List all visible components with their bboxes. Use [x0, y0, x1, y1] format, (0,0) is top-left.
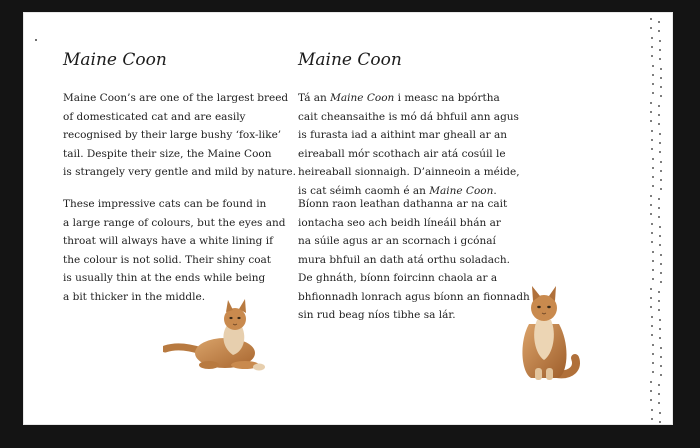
- text-line: na súile agus ar an scornach i gcónaí: [298, 235, 496, 247]
- perforation-mark: [660, 272, 662, 274]
- perforation-mark: [659, 226, 661, 228]
- perforation-mark: [650, 195, 652, 197]
- perforation-mark: [658, 216, 660, 218]
- perforation-mark: [659, 133, 661, 135]
- irish-paragraph-1: [298, 89, 520, 200]
- perforation-mark: [658, 105, 660, 107]
- perforation-mark: [658, 309, 660, 311]
- text-line: is furasta iad a aithint mar gheall ar an: [298, 129, 507, 141]
- perforation-mark: [652, 344, 654, 346]
- perforation-mark: [658, 198, 660, 200]
- perforation-mark: [652, 251, 654, 253]
- perforation-mark: [651, 418, 653, 420]
- perforation-mark: [658, 291, 660, 293]
- stamp-booklet-page: [23, 12, 673, 425]
- perforation-mark: [659, 421, 661, 423]
- perforation-mark: [660, 356, 662, 358]
- perforation-mark: [652, 92, 654, 94]
- sitting-cat-illustration: [513, 284, 581, 384]
- perforation-mark: [652, 353, 654, 355]
- perforation-mark: [660, 374, 662, 376]
- perforation-mark: [659, 49, 661, 51]
- perforation-mark: [651, 325, 653, 327]
- text-line: bhfionnadh lonrach agus bíonn an fionnadh: [298, 290, 530, 303]
- perforation-mark: [658, 300, 660, 302]
- perforation-mark: [650, 27, 652, 29]
- perforation-mark: [650, 297, 652, 299]
- irish-title: Maine Coon: [298, 50, 402, 70]
- perforation-mark: [650, 102, 652, 104]
- perforation-mark: [652, 65, 654, 67]
- perforation-mark: [660, 263, 662, 265]
- perforation-mark: [651, 409, 653, 411]
- perforation-mark: [650, 213, 652, 215]
- text-line: cait cheansaithe is mó dá bhfuil ann agus: [298, 110, 519, 123]
- perforation-mark: [658, 114, 660, 116]
- perforation-edge: [643, 12, 673, 425]
- text-line: De ghnáth, bíonn foircinn chaola ar a: [298, 272, 498, 284]
- perforation-mark: [652, 185, 654, 187]
- perforation-mark: [650, 111, 652, 113]
- perforation-mark: [658, 393, 660, 395]
- text-line: Bíonn raon leathan dathanna ar na cait: [298, 198, 508, 210]
- perforation-mark: [660, 347, 662, 349]
- text-line: Tá an Maine Coon i measc na bpórtha: [298, 92, 500, 104]
- perforation-mark: [650, 390, 652, 392]
- perforation-mark: [651, 316, 653, 318]
- text-line: heireaball sionnaigh. D’ainneoin a méide,: [298, 166, 520, 178]
- perforation-mark: [658, 30, 660, 32]
- perforation-mark: [658, 21, 660, 23]
- perforation-mark: [652, 167, 654, 169]
- irish-paragraph-2: [298, 195, 530, 325]
- perforation-mark: [659, 40, 661, 42]
- breed-name-italic: Maine Coon: [330, 92, 395, 104]
- perforation-mark: [652, 83, 654, 85]
- text-line: These impressive cats can be found in: [63, 198, 267, 210]
- text-line: Maine Coon’s are one of the largest breed: [63, 92, 289, 104]
- text-line: eireaball mór scothach air atá cosúil le: [298, 147, 506, 160]
- perforation-mark: [660, 179, 662, 181]
- perforation-mark: [659, 58, 661, 60]
- perforation-mark: [650, 288, 652, 290]
- text-line: a bit thicker in the middle.: [63, 290, 206, 303]
- perforation-mark: [650, 204, 652, 206]
- perforation-mark: [659, 235, 661, 237]
- perforation-mark: [651, 148, 653, 150]
- text-line: is usually thin at the ends while being: [63, 272, 266, 284]
- perforation-mark: [651, 232, 653, 234]
- text-line: recognised by their large bushy ‘fox-like’: [63, 129, 282, 141]
- perforation-mark: [652, 260, 654, 262]
- perforation-mark: [651, 223, 653, 225]
- text-line: of domesticated cat and are easily: [63, 110, 246, 123]
- perforation-mark: [659, 142, 661, 144]
- perforation-mark: [651, 46, 653, 48]
- perforation-mark: [659, 337, 661, 339]
- perforation-mark: [650, 381, 652, 383]
- text-line: the colour is not solid. Their shiny coat: [63, 253, 272, 266]
- perforation-mark: [651, 334, 653, 336]
- perforation-mark: [660, 77, 662, 79]
- perforation-mark: [658, 123, 660, 125]
- perforation-mark: [651, 130, 653, 132]
- perforation-mark: [659, 244, 661, 246]
- lying-cat-illustration: [163, 297, 271, 377]
- text-line: is cat séimh caomh é an Maine Coon.: [298, 184, 497, 197]
- breed-name-italic: Maine Coon: [429, 184, 494, 197]
- perforation-mark: [652, 362, 654, 364]
- perforation-mark: [650, 18, 652, 20]
- perforation-mark: [658, 207, 660, 209]
- perforation-mark: [651, 55, 653, 57]
- perforation-mark: [652, 269, 654, 271]
- perforation-mark: [660, 68, 662, 70]
- text-line: mura bhfuil an dath atá orthu soladach.: [298, 253, 510, 266]
- perforation-mark: [660, 365, 662, 367]
- perforation-mark: [660, 254, 662, 256]
- perforation-mark: [660, 188, 662, 190]
- perforation-mark: [660, 281, 662, 283]
- perforation-mark: [652, 158, 654, 160]
- text-line: tail. Despite their size, the Maine Coon: [63, 147, 272, 160]
- perforation-mark: [650, 399, 652, 401]
- perforation-mark: [651, 139, 653, 141]
- perforation-mark: [652, 371, 654, 373]
- perforation-mark: [651, 37, 653, 39]
- perforation-mark: [658, 384, 660, 386]
- english-title: Maine Coon: [63, 50, 167, 70]
- perforation-mark: [660, 170, 662, 172]
- perforation-mark: [660, 161, 662, 163]
- english-paragraph-1: [63, 89, 296, 182]
- perforation-mark: [651, 241, 653, 243]
- text-line: iontacha seo ach beidh líneáil bhán ar: [298, 216, 501, 229]
- english-paragraph-2: [63, 195, 286, 306]
- perforation-mark: [650, 120, 652, 122]
- perforation-mark: [659, 412, 661, 414]
- print-dot: [35, 39, 37, 41]
- perforation-mark: [652, 176, 654, 178]
- text-line: throat will always have a white lining if: [63, 235, 273, 247]
- irish-column: [298, 12, 534, 425]
- perforation-mark: [660, 95, 662, 97]
- perforation-mark: [660, 86, 662, 88]
- perforation-mark: [659, 319, 661, 321]
- perforation-mark: [652, 74, 654, 76]
- perforation-mark: [650, 306, 652, 308]
- text-line: is strangely very gentle and mild by nature.: [63, 166, 296, 178]
- text-line: a large range of colours, but the eyes and: [63, 216, 286, 229]
- perforation-mark: [652, 278, 654, 280]
- text-line: sin rud beag níos tibhe sa lár.: [298, 309, 456, 321]
- perforation-mark: [659, 151, 661, 153]
- perforation-mark: [659, 328, 661, 330]
- perforation-mark: [658, 402, 660, 404]
